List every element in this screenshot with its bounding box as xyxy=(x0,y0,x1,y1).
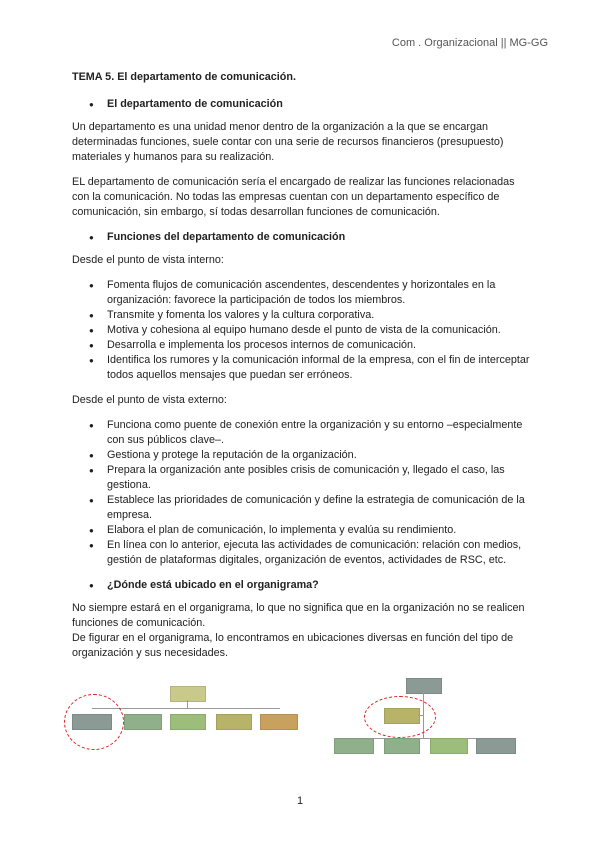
list-item: ● Motiva y cohesiona al equipo humano desde el punto de vista de la comunicación. xyxy=(107,323,532,338)
internal-intro: Desde el punto de vista interno: xyxy=(72,254,224,266)
paragraph-organigrama-2: De figurar en el organigrama, lo encontramos en ubicaciones diversas en función del tipo de organización y sus necesidades. xyxy=(72,632,514,659)
page-header: Com . Organizacional || MG-GG xyxy=(391,37,548,49)
paragraph-organigrama-1: No siempre estará en el organigrama, lo que no significa que en la organización no se realicen funciones de comunicación. xyxy=(72,602,525,629)
org-box-top xyxy=(406,678,442,694)
connector-line xyxy=(187,700,188,708)
external-list xyxy=(72,418,532,568)
list-item: ● Transmite y fomenta los valores y la cultura corporativa. xyxy=(107,308,532,323)
list-item: ● Prepara la organización ante posibles crisis de comunicación y, llegado el caso, las gestiona. xyxy=(107,463,532,493)
section-heading-organigrama: ● ¿Dónde está ubicado en el organigrama? xyxy=(72,578,532,593)
highlight-circle xyxy=(64,694,124,750)
list-item: ● Identifica los rumores y la comunicación informal de la empresa, con el fin de interceptar todos aquellos mensajes que puedan ser erróneos. xyxy=(107,353,532,383)
page-number: 1 xyxy=(296,795,304,807)
document-title: TEMA 5. El departamento de comunicación. xyxy=(72,71,296,83)
org-box xyxy=(124,714,162,730)
document-body xyxy=(72,70,532,671)
org-box xyxy=(430,738,468,754)
list-item: ● Funciona como puente de conexión entre la organización y su entorno –especialmente con sus públicos clave–. xyxy=(107,418,532,448)
org-box xyxy=(476,738,516,754)
internal-list xyxy=(72,278,532,383)
list-item: ● Desarrolla e implementa los procesos internos de comunicación. xyxy=(107,338,532,353)
paragraph-comunicacion: EL departamento de comunicación sería el encargado de realizar las funciones relacionadas con la comunicación. No todas las empresas cuentan con un departamento específico de comunicación, sin embargo, sí todas desarrollan funciones de comunicación. xyxy=(72,176,515,218)
org-box xyxy=(384,738,420,754)
section-heading-funciones: ● Funciones del departamento de comunicación xyxy=(72,230,532,245)
list-item: ● Elabora el plan de comunicación, lo implementa y evalúa su rendimiento. xyxy=(107,523,532,538)
org-chart-illustrations xyxy=(62,676,542,766)
list-item: ● Establece las prioridades de comunicación y define la estrategia de comunicación de la empresa. xyxy=(107,493,532,523)
org-box xyxy=(216,714,252,730)
highlight-circle xyxy=(364,696,436,738)
org-box-top xyxy=(170,686,206,702)
paragraph-definition: Un departamento es una unidad menor dentro de la organización a la que se encargan determinadas funciones, suele contar con una serie de recursos financieros (presupuesto) materiales y humanos para su realización. xyxy=(72,121,504,163)
list-item: ● Gestiona y protege la reputación de la organización. xyxy=(107,448,532,463)
org-box xyxy=(334,738,374,754)
external-intro: Desde el punto de vista externo: xyxy=(72,394,227,406)
list-item: ● Fomenta flujos de comunicación ascendentes, descendentes y horizontales en la organización: favorece la participación de todos los miembros. xyxy=(107,278,532,308)
section-heading-departamento: ● El departamento de comunicación xyxy=(72,97,532,112)
org-box xyxy=(260,714,298,730)
list-item: ● En línea con lo anterior, ejecuta las actividades de comunicación: relación con medios, gestión de plataformas digitales, organización de eventos, actividades de RSC, etc. xyxy=(107,538,532,568)
org-box xyxy=(170,714,206,730)
